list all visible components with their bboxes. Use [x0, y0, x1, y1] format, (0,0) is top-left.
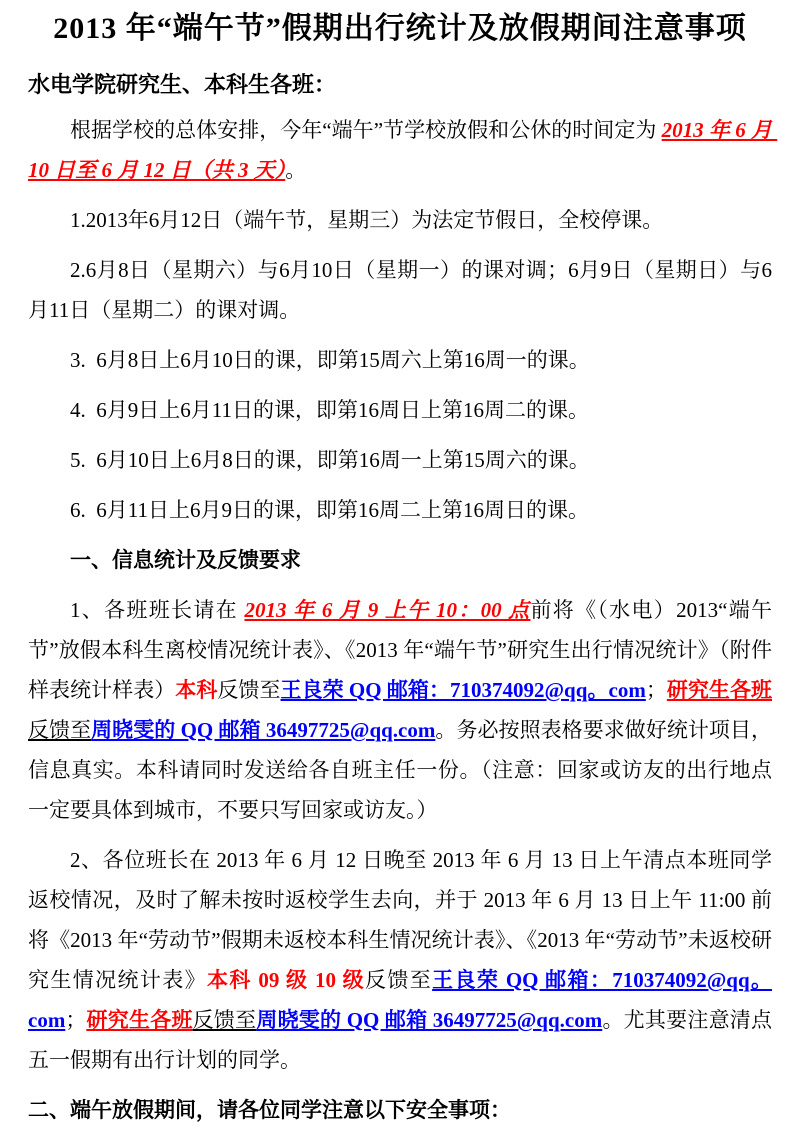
section-2-heading-text: 二、端午放假期间，请各位同学注意以下安全事项： — [28, 1098, 511, 1122]
undergrad-grades-label: 本科 09 级 10 级 — [206, 968, 365, 992]
grad-classes-label: 研究生各班 — [666, 678, 773, 702]
wangliangrong-qq-email-link[interactable]: 王良荣 QQ 邮箱：710374092@qq。com — [280, 678, 646, 702]
notice-item-1 — [28, 200, 772, 240]
page-title: 2013 年“端午节”假期出行统计及放假期间注意事项 — [53, 12, 747, 45]
text-segment: 反馈至 — [28, 718, 92, 742]
text-segment: 反馈至 — [192, 1008, 257, 1032]
notice-item-3 — [28, 340, 772, 380]
notice-item-6 — [28, 490, 772, 530]
text-segment: 3. 6月8日上6月10日的课，即第15周六上第16周一的课。 — [70, 348, 590, 372]
text-segment: 6. 6月11日上6月9日的课，即第16周二上第16周日的课。 — [70, 498, 589, 522]
text-segment: 4. 6月9日上6月11日的课，即第16周日上第16周二的课。 — [70, 398, 589, 422]
text-segment: 。 — [285, 158, 307, 182]
salutation: 水电学院研究生、本科生各班： — [28, 72, 337, 97]
intro-paragraph — [28, 110, 778, 190]
text-segment: 反馈至 — [364, 968, 433, 992]
text-segment: 根据学校的总体安排，今年“端午”节学校放假和公休的时间定为 — [70, 118, 662, 142]
text-segment: 1.2013年6月12日（端午节，星期三）为法定节假日，全校停课。 — [70, 208, 664, 232]
text-segment: 1、各班班长请在 — [70, 598, 245, 622]
zhouxiaowen-qq-email-link[interactable]: 周晓雯的 QQ 邮箱 36497725@qq.com — [256, 1008, 603, 1032]
section-1-paragraph-2 — [28, 840, 772, 1080]
notice-item-4 — [28, 390, 772, 430]
text-segment: 2、各位班长在 2013 年 6 月 12 日晚至 2013 年 6 月 13 日上午清点本班同学返校情况，及时了解未按时返校学生去向，并于 2013 年 6 月 13 日上午 11:00 前将《2013 年“劳动节”假期未返校本科生情况统计表》、《2013 年“劳动节”未返校研究生情况统计表》 — [28, 848, 772, 992]
section-2-heading — [28, 1090, 772, 1130]
section-1-heading — [28, 540, 772, 580]
text-segment: 5. 6月10日上6月8日的课，即第16周一上第15周六的课。 — [70, 448, 590, 472]
holiday-dates-highlight: 2013 年 6 月 10 日至 6 月 12 日（共 3 天） — [28, 118, 778, 182]
notice-item-2 — [28, 250, 772, 330]
text-segment: 2.6月8日（星期六）与6月10日（星期一）的课对调；6月9日（星期日）与6月11日（星期二）的课对调。 — [28, 258, 772, 322]
text-segment: 反馈至 — [217, 678, 281, 702]
feedback-deadline-highlight: 2013 年 6 月 9 上午 10：00 点 — [244, 598, 531, 622]
text-segment: 前将《（水电）2013“端午节”放假本科生离校情况统计表》、《2013 年“端午节”研究生出行情况统计》（附件样表统计样表） — [28, 598, 773, 702]
section-1-paragraph-1 — [28, 590, 772, 830]
text-segment: 。务必按照表格要求做好统计项目，信息真实。本科请同时发送给各自班主任一份。（注意：回家或访友的出行地点一定要具体到城市，不要只写回家或访友。） — [28, 718, 773, 822]
text-segment: 。尤其要注意清点五一假期有出行计划的同学。 — [28, 1008, 773, 1072]
notice-item-5 — [28, 440, 772, 480]
undergrad-label: 本科 — [175, 678, 218, 702]
text-segment: ； — [645, 678, 667, 702]
grad-classes-label: 研究生各班 — [86, 1008, 193, 1032]
document-body — [28, 110, 778, 1130]
wangliangrong-qq-email-link[interactable]: 王良荣 QQ 邮箱：710374092@qq。com — [28, 968, 773, 1032]
text-segment: ； — [65, 1008, 87, 1032]
section-1-heading-text: 一、信息统计及反馈要求 — [70, 548, 301, 572]
zhouxiaowen-qq-email-link[interactable]: 周晓雯的 QQ 邮箱 36497725@qq.com — [91, 718, 436, 742]
